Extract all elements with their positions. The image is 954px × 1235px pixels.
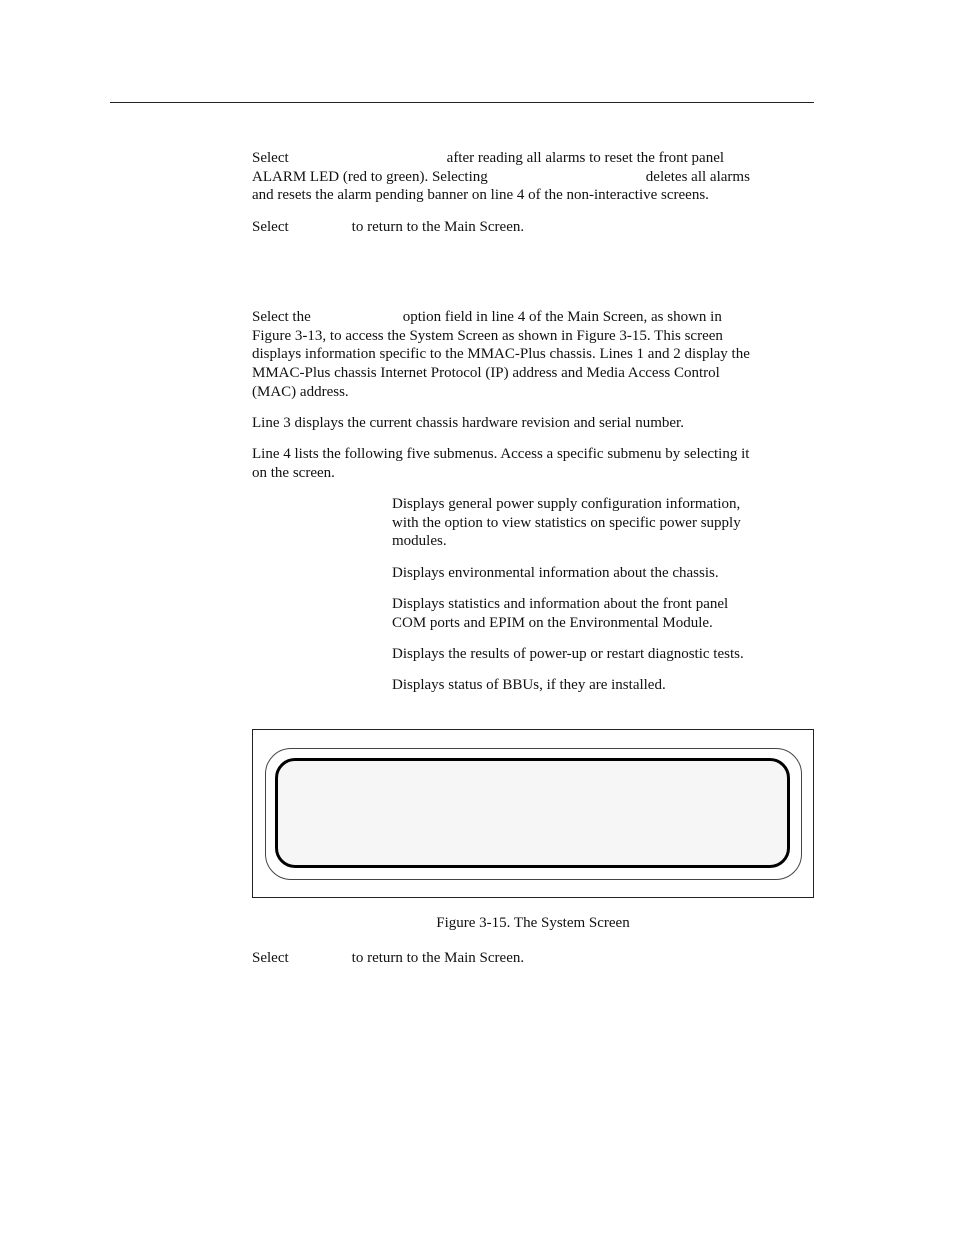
text-select: Select	[252, 950, 289, 966]
text-alarm-led: ALARM LED (red to green). Selecting	[252, 168, 488, 185]
text-line: Line 4 lists the following five submenus. Access a specific submenu by selecting it	[252, 446, 750, 462]
paragraph-clear-alarms	[252, 149, 814, 205]
text-option-field: option field in line 4 of the Main Screen, as shown in	[402, 309, 722, 325]
text-deletes-alarms: deletes all alarms	[645, 168, 750, 185]
definition-power: Displays general power supply configuration information, with the option to view statistics on specific power supply modules.	[392, 496, 741, 550]
text-select-the: Select the	[252, 309, 311, 325]
text-line: (MAC) address.	[252, 383, 349, 400]
lcd-display	[275, 758, 790, 868]
definition-diagnostics: Displays the results of power-up or restart diagnostic tests.	[392, 646, 744, 662]
definition-environment: Displays environmental information about the chassis.	[392, 565, 719, 581]
definition-ports: Displays statistics and information about the front panel COM ports and EPIM on the Environmental Module.	[392, 596, 729, 631]
paragraph-return-2	[252, 949, 814, 968]
paragraph-system-screen	[252, 308, 814, 402]
text-select: Select	[252, 219, 289, 235]
figure-caption: Figure 3-15. The System Screen	[436, 915, 630, 931]
paragraph-line-4	[252, 445, 814, 482]
definition-bbu: Displays status of BBUs, if they are installed.	[392, 677, 666, 693]
text-line: displays information specific to the MMAC-Plus chassis. Lines 1 and 2 display the	[252, 346, 750, 363]
text-after-reading: after reading all alarms to reset the front panel	[446, 150, 725, 166]
text-select: Select	[252, 150, 289, 166]
text-return: to return to the Main Screen.	[351, 950, 525, 966]
text-line: MMAC-Plus chassis Internet Protocol (IP) address and Media Access Control	[252, 365, 720, 382]
paragraph-return-1	[252, 218, 814, 237]
system-screen-figure	[252, 729, 814, 898]
text-return: to return to the Main Screen.	[351, 219, 525, 235]
header-rule	[110, 102, 814, 103]
text-resets-banner: and resets the alarm pending banner on line 4 of the non-interactive screens.	[252, 187, 709, 204]
paragraph-line-3: Line 3 displays the current chassis hardware revision and serial number.	[252, 415, 684, 431]
text-line: Figure 3-13, to access the System Screen as shown in Figure 3-15. This screen	[252, 327, 723, 344]
text-line: on the screen.	[252, 464, 335, 481]
